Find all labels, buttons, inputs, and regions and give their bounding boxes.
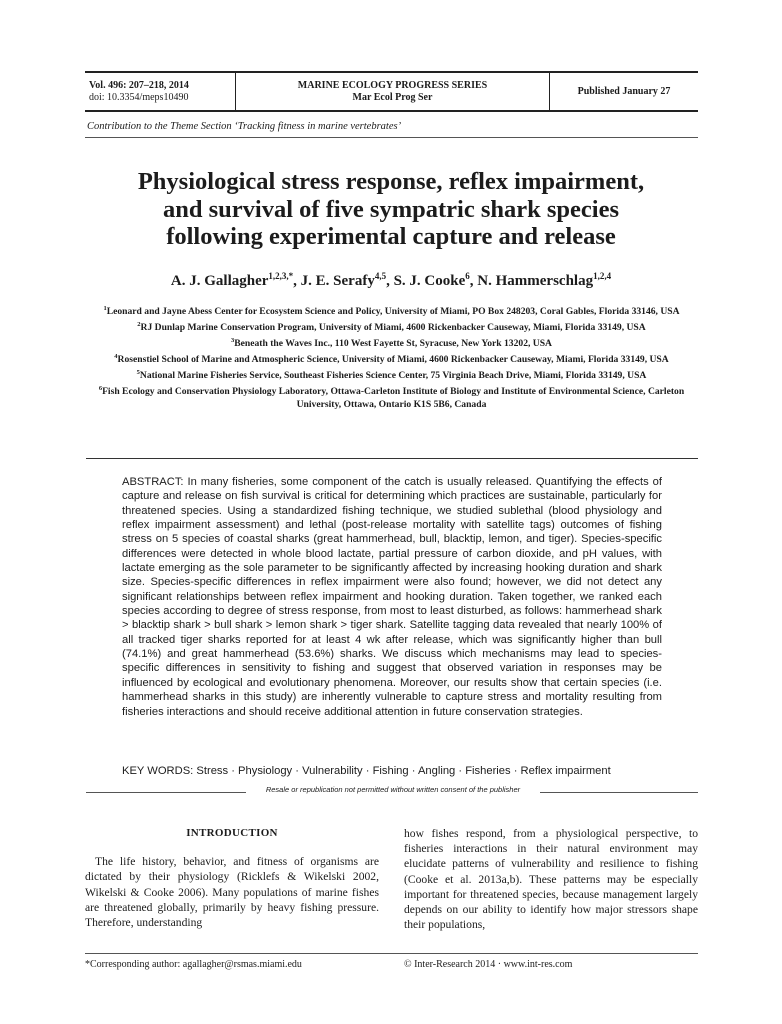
author-separator: , bbox=[386, 273, 394, 289]
affiliation-number: 3 bbox=[231, 336, 235, 344]
affiliation-number: 4 bbox=[114, 352, 118, 360]
author-affil-marks: 4,5 bbox=[374, 271, 387, 281]
keywords-label: KEY WORDS: bbox=[122, 765, 194, 777]
copyright-notice: © Inter-Research 2014 · www.int-res.com bbox=[404, 959, 573, 970]
divider bbox=[85, 953, 698, 954]
body-column-left bbox=[85, 826, 379, 930]
journal-title: MARINE ECOLOGY PROGRESS SERIES bbox=[297, 79, 488, 91]
affiliation bbox=[85, 383, 698, 412]
divider bbox=[85, 137, 698, 138]
title-line: Physiological stress response, reflex impairment, bbox=[137, 168, 645, 195]
journal-abbrev: Mar Ecol Prog Ser bbox=[352, 91, 433, 103]
doi-label: doi: 10.3354/meps10490 bbox=[89, 91, 189, 103]
volume-info bbox=[85, 73, 236, 110]
body-paragraph: how fishes respond, from a physiological perspective, to fisheries interactions in their natural environment may elucidate patterns of vulnerability and resilience to fishing (Cooke et al. 2013a,b). These patterns may be especially important for threatened species, because management largely depends on our ability to identify how major stressors shape their populations, bbox=[404, 827, 698, 932]
divider bbox=[86, 458, 698, 459]
body-column-right bbox=[404, 826, 698, 932]
title-line: and survival of five sympatric shark species bbox=[163, 195, 619, 223]
affiliation-number: 5 bbox=[136, 368, 140, 376]
affiliation-text: Leonard and Jayne Abess Center for Ecosystem Science and Policy, University of Miami, PO Box 248203, Coral Gables, Florida 33146, USA bbox=[106, 306, 680, 318]
body-paragraph: The life history, behavior, and fitness of organisms are dictated by their physiology (Ricklefs & Wikelski 2002, Wikelski & Cooke 2006). Many populations of marine fishes are threatened globally, primarily by heavy fishing pressure. Therefore, understanding bbox=[85, 855, 379, 930]
title-line: following experimental capture and release bbox=[166, 223, 616, 250]
article-title bbox=[60, 168, 722, 251]
affiliation bbox=[85, 303, 698, 319]
volume-label: Vol. 496: 207–218, 2014 bbox=[89, 79, 189, 91]
affiliation-text: Fish Ecology and Conservation Physiology Laboratory, Ottawa-Carleton Institute of Biology and Institute of Environmental Science, Carleton University, Ottawa, Ontario K1S 5B6, Canada bbox=[102, 386, 685, 410]
keywords-text: Stress · Physiology · Vulnerability · Fishing · Angling · Fisheries · Reflex impairment bbox=[196, 765, 611, 777]
affiliation bbox=[85, 319, 698, 335]
affiliation-text: Rosenstiel School of Marine and Atmospheric Science, University of Miami, 4600 Rickenbacker Causeway, Miami, Florida 33149, USA bbox=[117, 354, 669, 366]
abstract-label: ABSTRACT: bbox=[122, 476, 184, 488]
divider bbox=[540, 792, 698, 793]
author: N. Hammerschlag bbox=[477, 273, 594, 289]
keywords bbox=[122, 765, 662, 777]
author: S. J. Cooke bbox=[393, 273, 466, 289]
resale-notice: Resale or republication not permitted without written consent of the publisher bbox=[265, 785, 521, 794]
author: A. J. Gallagher bbox=[170, 273, 269, 289]
theme-section-note: Contribution to the Theme Section ‘Tracking fitness in marine vertebrates’ bbox=[87, 121, 402, 132]
author: J. E. Serafy bbox=[300, 273, 375, 289]
affiliation-text: National Marine Fisheries Service, Southeast Fisheries Science Center, 75 Virginia Beach Drive, Miami, Florida 33149, USA bbox=[139, 370, 647, 382]
affiliation-text: Beneath the Waves Inc., 110 West Fayette St, Syracuse, New York 13202, USA bbox=[234, 338, 552, 350]
affiliation bbox=[85, 351, 698, 367]
affiliation bbox=[85, 367, 698, 383]
author-affil-marks: 1,2,3,* bbox=[268, 271, 294, 281]
author-separator: , bbox=[293, 273, 301, 289]
author-affil-marks: 1,2,4 bbox=[593, 271, 612, 281]
affiliation-number: 6 bbox=[98, 384, 103, 392]
journal-name bbox=[236, 73, 549, 110]
affiliation-text: RJ Dunlap Marine Conservation Program, University of Miami, 4600 Rickenbacker Causeway, Miami, Florida 33149, USA bbox=[140, 322, 646, 334]
corresponding-author-footnote: *Corresponding author: agallagher@rsmas.miami.edu bbox=[85, 959, 302, 970]
author-list bbox=[60, 271, 722, 290]
published-label: Published January 27 bbox=[577, 85, 671, 97]
section-heading: INTRODUCTION bbox=[186, 827, 278, 839]
affiliation-number: 2 bbox=[137, 320, 141, 328]
affiliation-number: 1 bbox=[103, 305, 107, 312]
journal-header bbox=[85, 71, 698, 112]
affiliation bbox=[85, 335, 698, 351]
affiliations bbox=[85, 303, 698, 412]
publication-date bbox=[549, 73, 698, 110]
divider bbox=[86, 792, 246, 793]
author-separator: , bbox=[469, 273, 478, 289]
abstract-text: In many fisheries, some component of the catch is usually released. Quantifying the effects of capture and release on fish survival is critical for determining which practices are sustainable, particularly for threatened species. Using a standardized fishing technique, we studied sublethal (blood physiology and reflex impairment assessment) and lethal (post-release mortality with satellite tags) outcomes of fishing stress on 5 species of coastal sharks (great hammerhead, bull, blacktip, lemon, and tiger). Species-specific differences were detected in whole blood lactate, partial pressure of carbon dioxide, and pH values, with lactate emerging as the sole parameter to be significantly affected by increasing hooking duration and shark size. Species-specific differences in reflex impairment were also found; however, we did not detect any significant relationships between reflex impairment and hooking duration. Taken together, we ranked each species according to degree of stress response, from most to least disturbed, as follows: hammerhead shark > blacktip shark > bull shark > lemon shark > tiger shark. Satellite tagging data revealed that nearly 100% of all tracked tiger sharks reported for at least 4 wk after release, which was significantly higher than bull (74.1%) and great hammerhead (53.6%) sharks. We discuss which mechanisms may lead to species-specific differences in sensitivity to fishing and suggest that observed variation in responses may be influenced by ecological and evolutionary phenomena. Moreover, our results show that certain species (i.e. hammerhead sharks in this study) are inherently vulnerable to capture stress and mortality resulting from fisheries interactions and should receive additional attention in future conservation strategies. bbox=[122, 476, 662, 718]
author-affil-marks: 6 bbox=[465, 271, 470, 281]
abstract bbox=[122, 475, 662, 719]
